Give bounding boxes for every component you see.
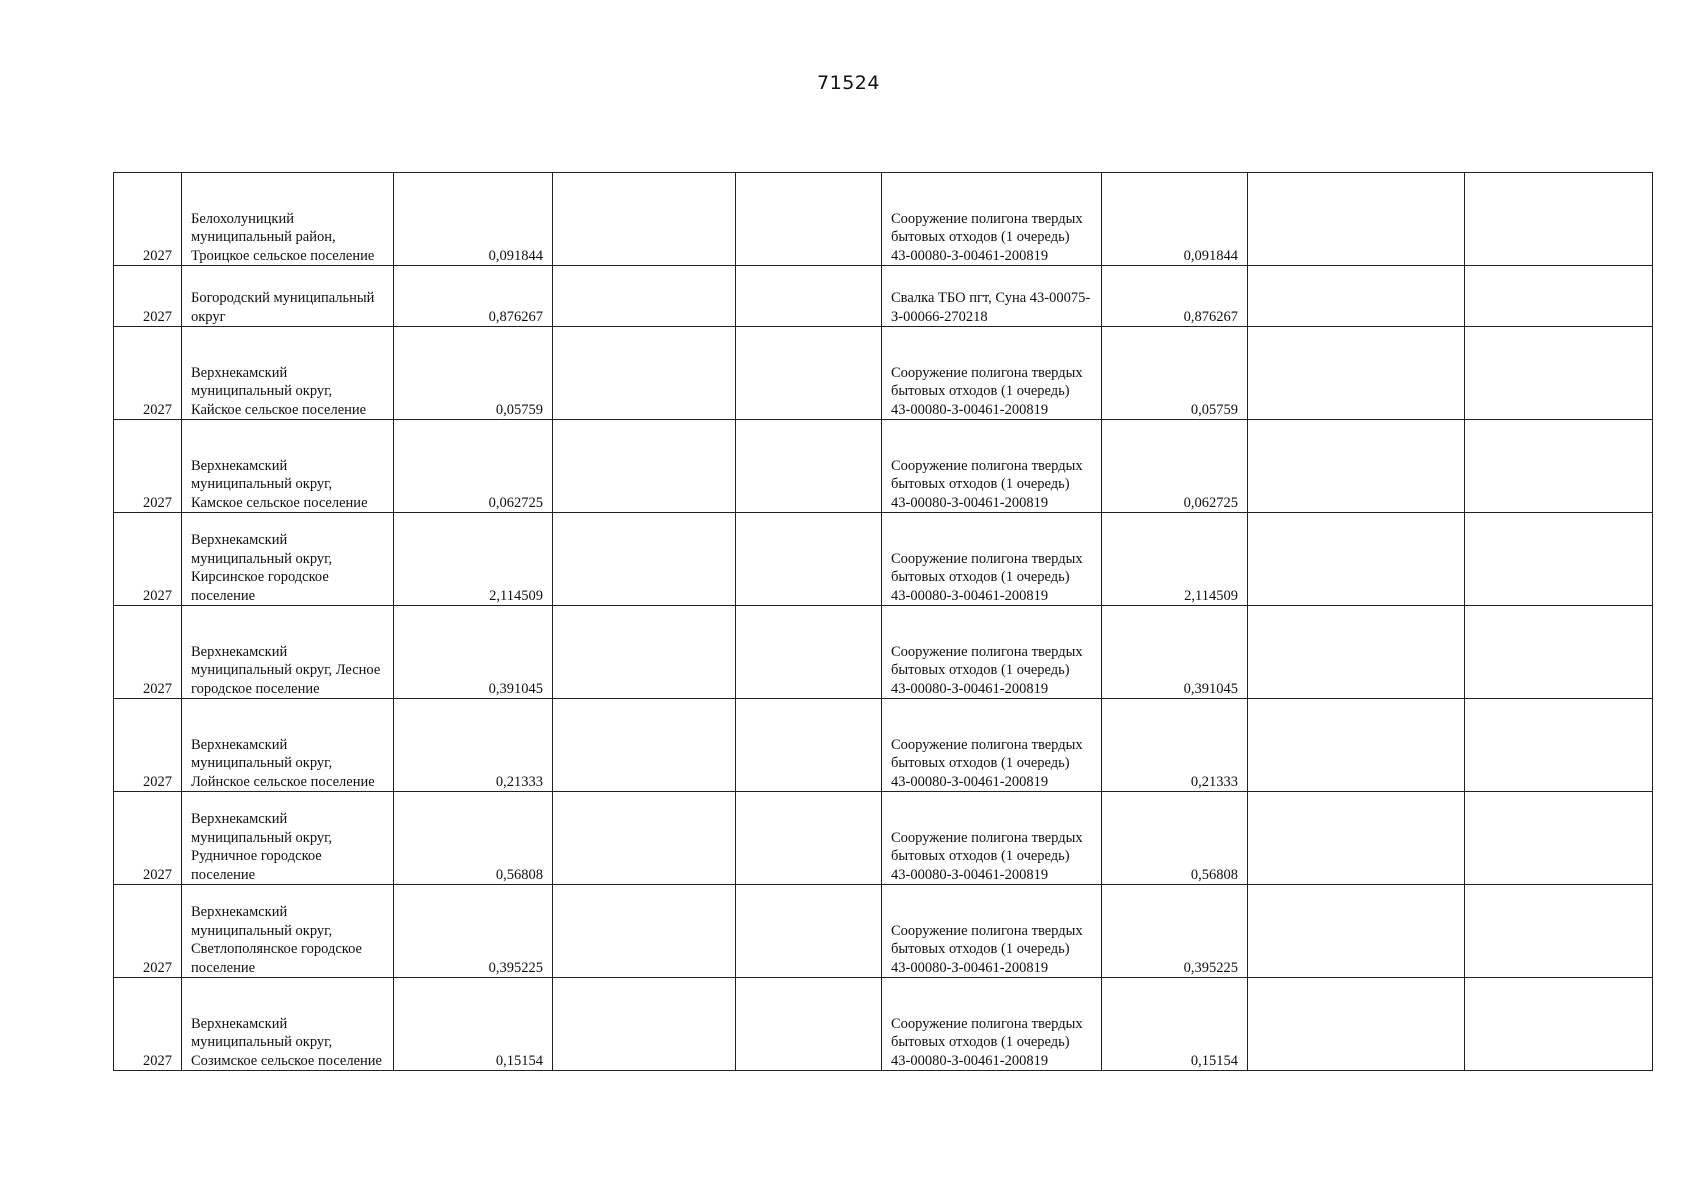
facility-volume-cell: 0,15154 (1102, 978, 1248, 1071)
empty-cell (736, 173, 882, 266)
volume-cell: 0,062725 (394, 420, 553, 513)
table-row (114, 699, 1653, 792)
facility-cell: Сооружение полигона твердых бытовых отходов (1 очередь) 43-00080-З-00461-200819 (882, 420, 1102, 513)
municipality-cell: Верхнекамский муниципальный округ, Лойнское сельское поселение (182, 699, 394, 792)
empty-cell (553, 885, 736, 978)
empty-cell (553, 792, 736, 885)
volume-cell: 0,56808 (394, 792, 553, 885)
empty-cell (1465, 606, 1653, 699)
facility-cell: Сооружение полигона твердых бытовых отходов (1 очередь) 43-00080-З-00461-200819 (882, 792, 1102, 885)
page-number: 71524 (817, 72, 880, 94)
empty-cell (1248, 885, 1465, 978)
volume-cell: 0,15154 (394, 978, 553, 1071)
year-cell: 2027 (114, 327, 182, 420)
municipality-cell: Верхнекамский муниципальный округ, Кайское сельское поселение (182, 327, 394, 420)
empty-cell (1248, 327, 1465, 420)
municipality-cell: Верхнекамский муниципальный округ, Светлополянское городское поселение (182, 885, 394, 978)
volume-cell: 0,876267 (394, 266, 553, 327)
table-row (114, 978, 1653, 1071)
year-cell: 2027 (114, 513, 182, 606)
facility-volume-cell: 0,05759 (1102, 327, 1248, 420)
municipality-cell: Верхнекамский муниципальный округ, Лесное городское поселение (182, 606, 394, 699)
year-cell: 2027 (114, 792, 182, 885)
facility-volume-cell: 0,21333 (1102, 699, 1248, 792)
table-row (114, 266, 1653, 327)
facility-cell: Сооружение полигона твердых бытовых отходов (1 очередь) 43-00080-З-00461-200819 (882, 699, 1102, 792)
empty-cell (553, 513, 736, 606)
year-cell: 2027 (114, 606, 182, 699)
facility-volume-cell: 0,391045 (1102, 606, 1248, 699)
table-row (114, 420, 1653, 513)
facility-cell: Сооружение полигона твердых бытовых отходов (1 очередь) 43-00080-З-00461-200819 (882, 978, 1102, 1071)
empty-cell (1248, 266, 1465, 327)
facility-volume-cell: 0,062725 (1102, 420, 1248, 513)
year-cell: 2027 (114, 420, 182, 513)
empty-cell (736, 606, 882, 699)
empty-cell (1465, 792, 1653, 885)
empty-cell (736, 792, 882, 885)
volume-cell: 0,05759 (394, 327, 553, 420)
municipality-cell: Верхнекамский муниципальный округ, Кирсинское городское поселение (182, 513, 394, 606)
empty-cell (1465, 978, 1653, 1071)
facility-cell: Сооружение полигона твердых бытовых отходов (1 очередь) 43-00080-З-00461-200819 (882, 327, 1102, 420)
municipality-cell: Верхнекамский муниципальный округ, Камское сельское поселение (182, 420, 394, 513)
municipality-cell: Верхнекамский муниципальный округ, Созимское сельское поселение (182, 978, 394, 1071)
empty-cell (736, 420, 882, 513)
facility-cell: Сооружение полигона твердых бытовых отходов (1 очередь) 43-00080-З-00461-200819 (882, 885, 1102, 978)
volume-cell: 0,395225 (394, 885, 553, 978)
year-cell: 2027 (114, 173, 182, 266)
empty-cell (553, 606, 736, 699)
facility-volume-cell: 0,395225 (1102, 885, 1248, 978)
empty-cell (1248, 792, 1465, 885)
year-cell: 2027 (114, 699, 182, 792)
table-row (114, 792, 1653, 885)
year-cell: 2027 (114, 885, 182, 978)
facility-volume-cell: 0,091844 (1102, 173, 1248, 266)
facility-cell: Сооружение полигона твердых бытовых отходов (1 очередь) 43-00080-З-00461-200819 (882, 606, 1102, 699)
empty-cell (736, 266, 882, 327)
empty-cell (553, 699, 736, 792)
empty-cell (1465, 699, 1653, 792)
empty-cell (553, 327, 736, 420)
facility-cell: Свалка ТБО пгт, Суна 43-00075-З-00066-270218 (882, 266, 1102, 327)
facility-volume-cell: 0,56808 (1102, 792, 1248, 885)
facility-volume-cell: 2,114509 (1102, 513, 1248, 606)
empty-cell (553, 978, 736, 1071)
empty-cell (553, 173, 736, 266)
empty-cell (553, 266, 736, 327)
waste-flow-table (113, 172, 1653, 1071)
municipality-cell: Верхнекамский муниципальный округ, Рудничное городское поселение (182, 792, 394, 885)
empty-cell (1465, 420, 1653, 513)
empty-cell (736, 513, 882, 606)
empty-cell (736, 885, 882, 978)
empty-cell (1465, 173, 1653, 266)
empty-cell (1248, 513, 1465, 606)
year-cell: 2027 (114, 266, 182, 327)
table-row (114, 606, 1653, 699)
volume-cell: 0,21333 (394, 699, 553, 792)
table-row (114, 885, 1653, 978)
empty-cell (1248, 978, 1465, 1071)
table-row (114, 513, 1653, 606)
empty-cell (1248, 420, 1465, 513)
table-body (114, 173, 1653, 1071)
empty-cell (1465, 513, 1653, 606)
empty-cell (736, 327, 882, 420)
volume-cell: 0,391045 (394, 606, 553, 699)
empty-cell (736, 978, 882, 1071)
year-cell: 2027 (114, 978, 182, 1071)
empty-cell (553, 420, 736, 513)
empty-cell (736, 699, 882, 792)
empty-cell (1465, 885, 1653, 978)
volume-cell: 0,091844 (394, 173, 553, 266)
table-row (114, 327, 1653, 420)
volume-cell: 2,114509 (394, 513, 553, 606)
facility-cell: Сооружение полигона твердых бытовых отходов (1 очередь) 43-00080-З-00461-200819 (882, 173, 1102, 266)
municipality-cell: Белохолуницкий муниципальный район, Троицкое сельское поселение (182, 173, 394, 266)
empty-cell (1465, 327, 1653, 420)
facility-cell: Сооружение полигона твердых бытовых отходов (1 очередь) 43-00080-З-00461-200819 (882, 513, 1102, 606)
empty-cell (1248, 699, 1465, 792)
empty-cell (1248, 173, 1465, 266)
empty-cell (1465, 266, 1653, 327)
municipality-cell: Богородский муниципальный округ (182, 266, 394, 327)
table-row (114, 173, 1653, 266)
empty-cell (1248, 606, 1465, 699)
facility-volume-cell: 0,876267 (1102, 266, 1248, 327)
